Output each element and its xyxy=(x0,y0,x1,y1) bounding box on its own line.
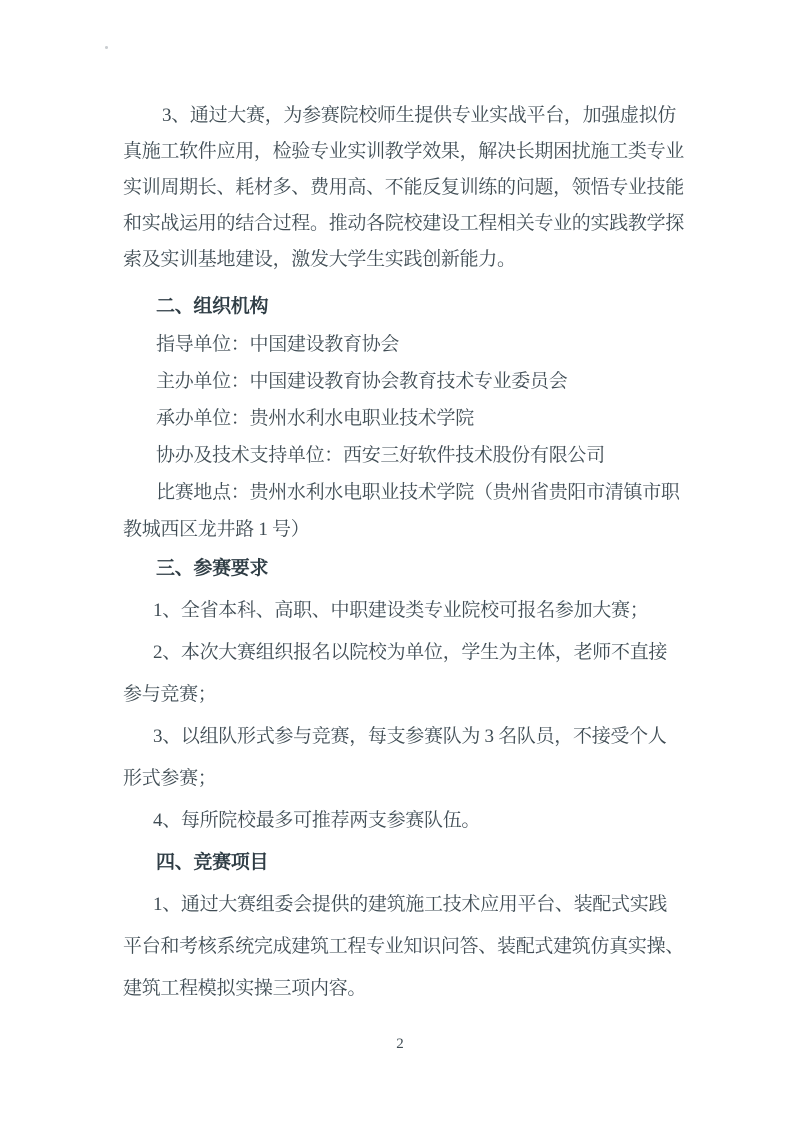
event-item-line-3: 建筑工程模拟实操三项内容。 xyxy=(123,978,367,999)
requirement-2-line-1: 2、本次大赛组织报名以院校为单位，学生为主体，老师不直接 xyxy=(153,642,668,663)
requirements-section-heading: 三、参赛要求 xyxy=(156,558,269,579)
requirement-3-line-2: 形式参赛； xyxy=(123,768,217,789)
requirement-3-line-1: 3、以组队形式参与竞赛，每支参赛队为 3 名队员，不接受个人 xyxy=(153,726,667,747)
page-number: 2 xyxy=(396,1036,404,1052)
organization-section xyxy=(123,326,685,548)
requirement-4-line: 4、每所院校最多可推荐两支参赛队伍。 xyxy=(153,810,481,831)
intro-paragraph xyxy=(123,98,685,278)
organization-section-heading: 二、组织机构 xyxy=(156,296,269,317)
intro-paragraph-line-5: 索及实训基地建设，激发大学生实践创新能力。 xyxy=(123,249,516,270)
intro-paragraph-line-3: 实训周期长、耗材多、费用高、不能反复训练的问题，领悟专业技能 xyxy=(123,177,685,198)
ink-speck-artifact xyxy=(105,46,108,49)
venue-line-2: 教城西区龙井路 1 号） xyxy=(123,519,310,540)
cohost-support-unit-line: 协办及技术支持单位：西安三好软件技术股份有限公司 xyxy=(156,445,605,466)
intro-paragraph-line-2: 真施工软件应用，检验专业实训教学效果，解决长期困扰施工类专业 xyxy=(123,141,685,162)
requirement-1-line: 1、全省本科、高职、中职建设类专业院校可报名参加大赛； xyxy=(153,600,649,621)
event-item-line-2: 平台和考核系统完成建筑工程专业知识问答、装配式建筑仿真实操、 xyxy=(123,936,685,957)
guidance-unit-line: 指导单位：中国建设教育协会 xyxy=(156,334,400,355)
events-section xyxy=(123,884,685,1010)
events-section-heading: 四、竞赛项目 xyxy=(156,852,269,873)
intro-paragraph-line-1: 3、通过大赛，为参赛院校师生提供专业实战平台，加强虚拟仿 xyxy=(162,105,677,126)
requirements-section xyxy=(123,590,685,842)
host-unit-line: 主办单位：中国建设教育协会教育技术专业委员会 xyxy=(156,371,568,392)
venue-line-1: 比赛地点：贵州水利水电职业技术学院（贵州省贵阳市清镇市职 xyxy=(156,482,680,503)
requirement-2-line-2: 参与竞赛； xyxy=(123,684,217,705)
intro-paragraph-line-4: 和实战运用的结合过程。推动各院校建设工程相关专业的实践教学探 xyxy=(123,213,685,234)
organizer-unit-line: 承办单位：贵州水利水电职业技术学院 xyxy=(156,408,474,429)
event-item-line-1: 1、通过大赛组委会提供的建筑施工技术应用平台、装配式实践 xyxy=(153,894,668,915)
document-body xyxy=(123,98,685,1010)
